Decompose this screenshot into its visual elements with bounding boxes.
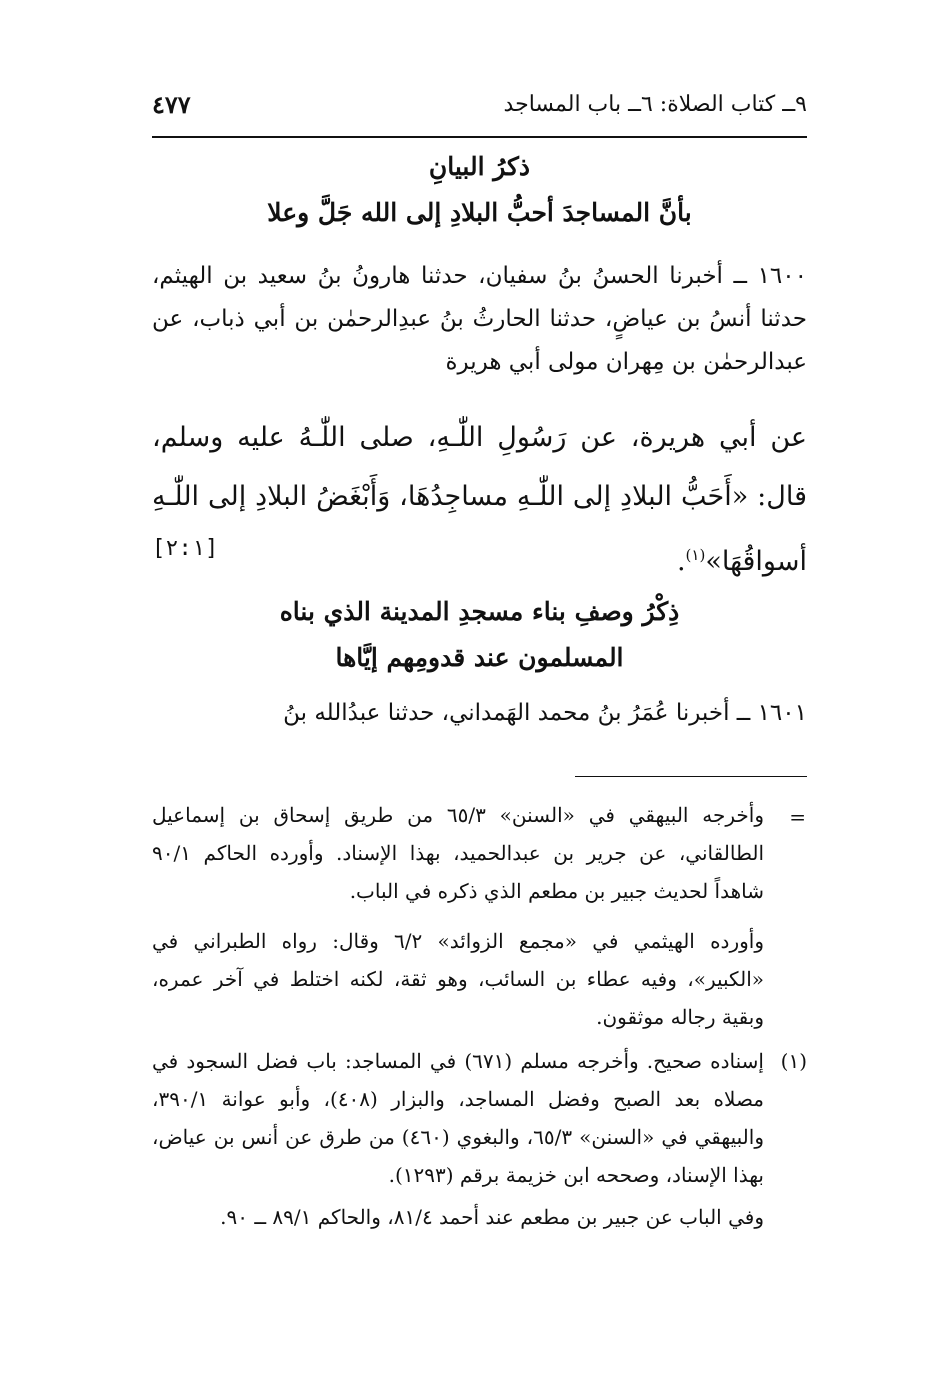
hadith-1600-matn bbox=[152, 408, 807, 591]
hadith-reference: [٢:١] bbox=[152, 536, 219, 561]
running-title: ٩ــ كتاب الصلاة: ٦ــ باب المساجد bbox=[503, 91, 807, 117]
footnote-1-text-2: وفي الباب عن جبير بن مطعم عند أحمد ٨١/٤، والحاكم ٨٩/١ ــ ٩٠. bbox=[220, 1205, 764, 1229]
matn-end: . bbox=[676, 546, 686, 577]
footnote-ref: (١) bbox=[685, 546, 706, 564]
section-heading-1-line-1: ذكرُ البيانِ bbox=[428, 152, 531, 181]
footnote-continuation-1: وأخرجه البيهقي في «السنن» ٦٥/٣ من طريق إسحاق بن إسماعيل الطالقاني، عن جرير بن عبدالحميد، بهذا الإسناد. وأورده الحاكم ٩٠/١ شاهداً لحديث جبير بن مطعم الذي ذكره في الباب. bbox=[152, 803, 764, 903]
section-heading-2-line-1: ذِكْرُ وصفِ بناء مسجدِ المدينة الذي بناه bbox=[279, 597, 680, 626]
section-heading-1-line-2: بأنَّ المساجدَ أحبُّ البلادِ إلى الله جَلَّ وعلا bbox=[267, 198, 692, 227]
hadith-1601-start: ١٦٠١ ــ أخبرنا عُمَرُ بنُ محمد الهَمداني، حدثنا عبدُالله بنُ bbox=[283, 700, 807, 726]
matn-text: عن أبي هريرة، عن رَسُولِ اللّٰـهِ، صلى اللّٰـهُ عليه وسلم، قال: «أَحَبُّ البلادِ إلى اللّٰـهِ مساجِدُهَا، وَأَبْغَضُ البلادِ إلى اللّٰـهِ أسواقُهَا» bbox=[152, 422, 807, 577]
page-header bbox=[152, 84, 807, 124]
page-number: ٤٧٧ bbox=[152, 89, 191, 119]
hadith-1600-isnad: ١٦٠٠ ــ أخبرنا الحسنُ بنُ سفيان، حدثنا هارونُ بنُ سعيد بن الهيثم، حدثنا أنسُ بن عياضٍ، حدثنا الحارثُ بنُ عبدِالرحمٰن بن أبي ذباب، عن عبدالرحمٰن بن مِهران مولى أبي هريرة bbox=[152, 263, 807, 375]
section-heading-2-line-2: المسلمون عند قدومِهم إيَّاها bbox=[335, 643, 624, 672]
footnote-continuation-2: وأورده الهيثمي في «مجمع الزوائد» ٦/٢ وقال: رواه الطبراني في «الكبير»، وفيه عطاء بن السائب، وهو ثقة، لكنه اختلط في آخر عمره، وبقية رجاله موثقون. bbox=[152, 929, 764, 1029]
continuation-marker: = bbox=[789, 805, 806, 829]
header-rule bbox=[152, 136, 807, 138]
footnote-1-marker: (١) bbox=[780, 1049, 807, 1073]
footnote-rule bbox=[575, 776, 807, 777]
footnote-1-text: إسناده صحيح. وأخرجه مسلم (٦٧١) في المساجد: باب فضل السجود في مصلاه بعد الصبح وفضل المساجد، والبزار (٤٠٨)، وأبو عوانة ٣٩٠/١، والبيهقي في «السنن» ٦٥/٣، والبغوي (٤٦٠) من طرق عن أنس بن عياض، بهذا الإسناد، وصححه ابن خزيمة برقم (١٢٩٣). bbox=[152, 1049, 764, 1187]
